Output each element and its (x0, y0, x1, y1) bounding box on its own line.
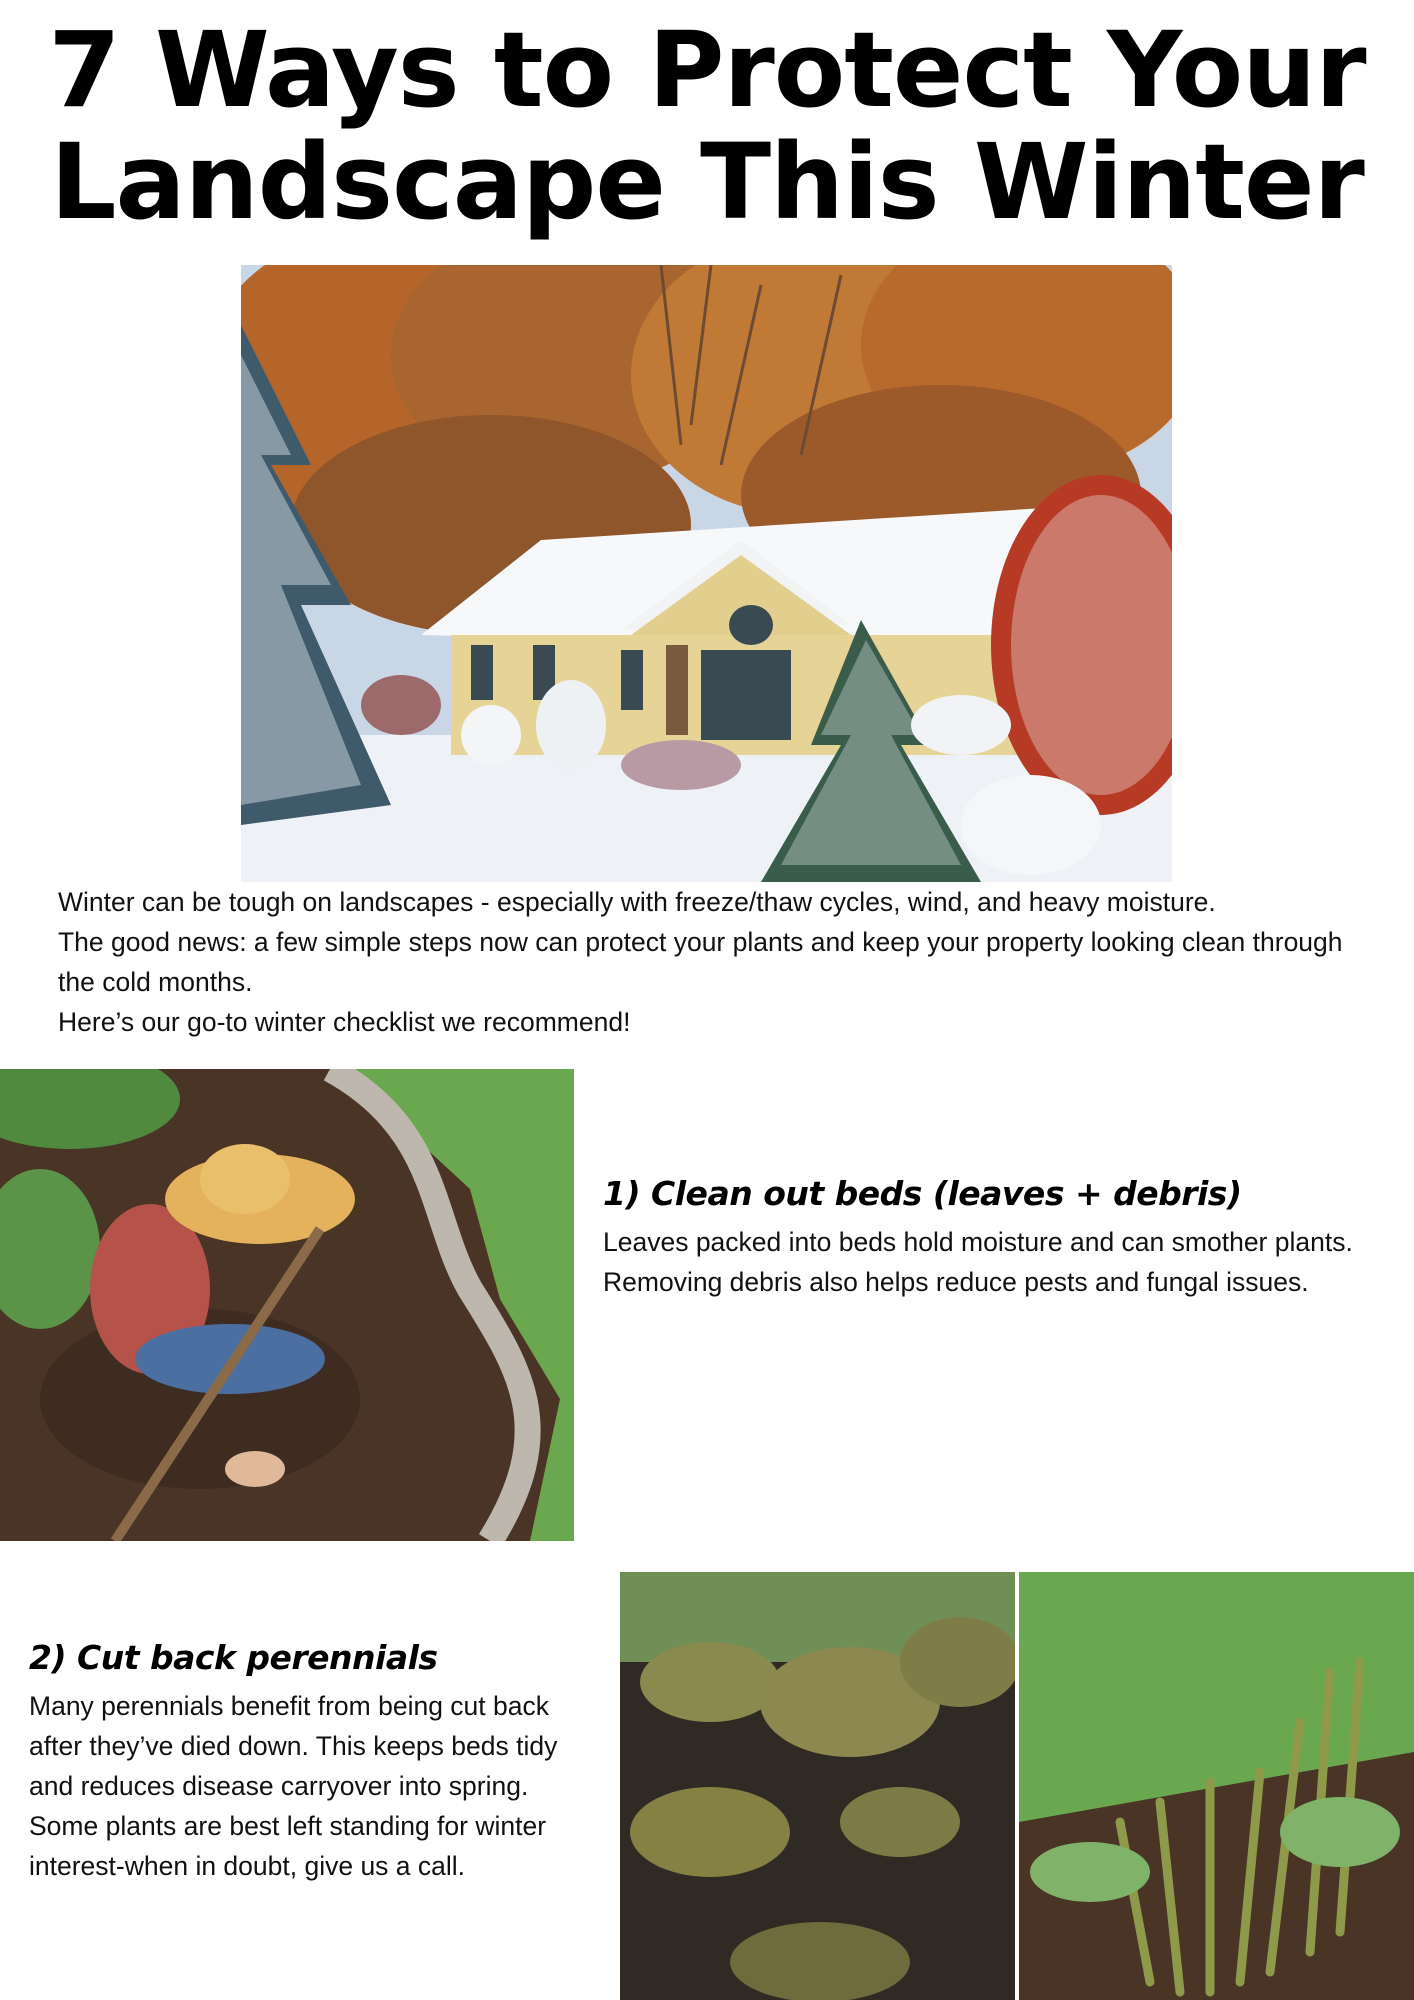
intro-paragraph-3: Here’s our go-to winter checklist we recommend! (58, 1007, 631, 1037)
section-1-body: Leaves packed into beds hold moisture and can smother plants. Removing debris also helps reduce pests and fungal issues. (603, 1227, 1353, 1297)
title-line-1: 7 Ways to Protect Your (48, 9, 1366, 131)
intro-paragraph-1: Winter can be tough on landscapes - especially with freeze/thaw cycles, wind, and heavy moisture. (58, 887, 1216, 917)
page-title (0, 9, 1414, 243)
image-cut-back-perennials (620, 1572, 1414, 2000)
section-2-body: Many perennials benefit from being cut back after they’ve died down. This keeps beds tidy and reduces disease carryover into spring. Some plants are best left standing for winter interest-when in doubt, give us a call. (29, 1691, 558, 1881)
intro-paragraph-2: The good news: a few simple steps now can protect your plants and keep your property looking clean through the cold months. (58, 927, 1343, 997)
hero-image-snowy-house (241, 265, 1172, 882)
image-gardener-cleaning-bed (0, 1069, 574, 1541)
section-2-heading: 2) Cut back perennials (29, 1638, 438, 1677)
intro-text (58, 882, 1378, 1042)
section-1-heading: 1) Clean out beds (leaves + debris) (603, 1174, 1242, 1213)
title-line-2: Landscape This Winter (50, 121, 1364, 243)
